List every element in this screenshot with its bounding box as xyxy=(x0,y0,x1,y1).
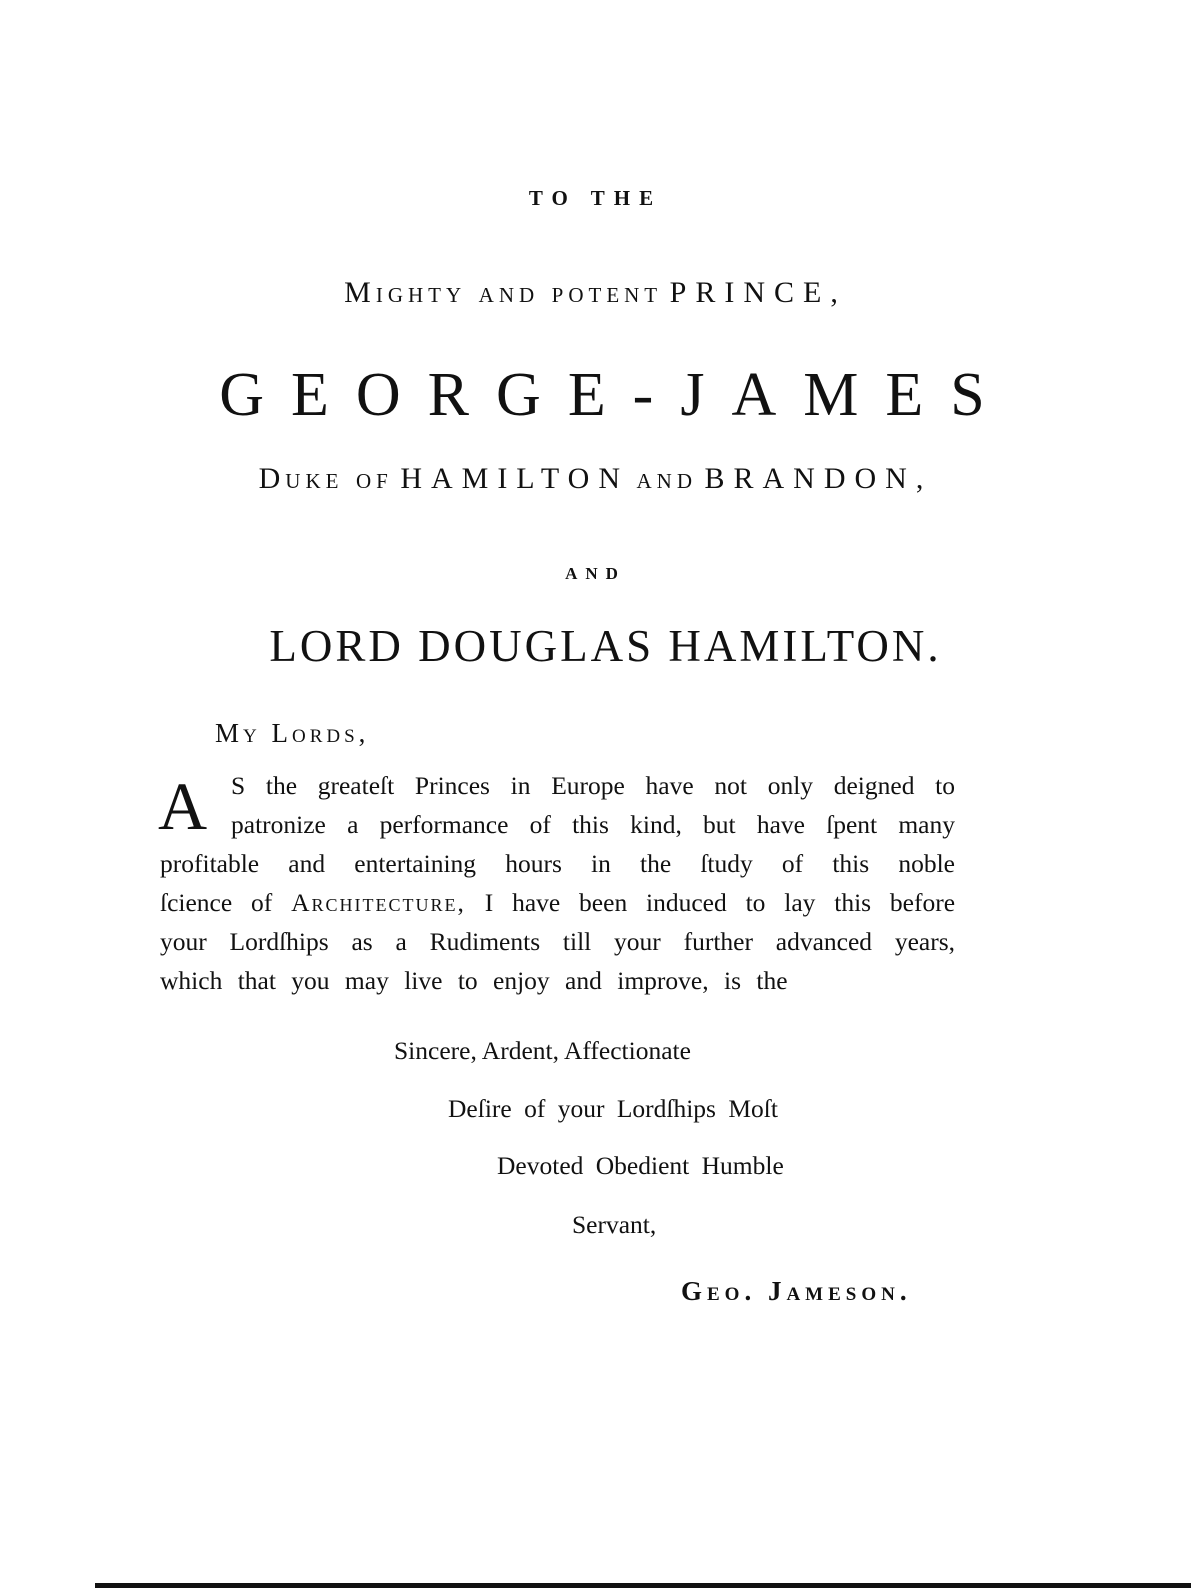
closing-line-3: Devoted Obedient Humble xyxy=(497,1151,784,1180)
duke-brandon: BRANDON, xyxy=(704,462,933,495)
letter-line-1: S the greateſt Princes in Europe have not only deigned to xyxy=(231,771,955,800)
salutation: My Lords, xyxy=(215,718,370,748)
letter-line-4 xyxy=(160,888,955,918)
duke-and: and xyxy=(636,462,697,495)
closing-line-4: Servant, xyxy=(572,1210,657,1239)
duke-prefix: Duke of xyxy=(258,462,393,495)
signature: Geo. Jameson. xyxy=(681,1276,912,1306)
prince-word: PRINCE, xyxy=(669,276,847,309)
bottom-rule xyxy=(95,1583,1191,1588)
letter-line-4-architecture: Architecture, xyxy=(291,888,466,917)
closing-line-1: Sincere, Ardent, Affectionate xyxy=(394,1036,691,1065)
duke-title-line xyxy=(0,462,1191,496)
letter-line-6: which that you may live to enjoy and improve, is the xyxy=(160,966,788,995)
letter-line-5: your Lordſhips as a Rudiments till your further advanced years, xyxy=(160,927,955,956)
letter-line-4-start: ſcience of xyxy=(160,888,273,917)
second-dedicatee: LORD DOUGLAS HAMILTON. xyxy=(269,621,942,671)
letter-line-3: profitable and entertaining hours in the ſtudy of this noble xyxy=(160,849,955,878)
letter-line-2: patronize a performance of this kind, but have ſpent many xyxy=(231,810,955,839)
dedicatee-name: GEORGE-JAMES xyxy=(219,361,1012,429)
drop-cap: A xyxy=(158,768,208,844)
dedication-to-the: TO THE xyxy=(528,186,663,210)
prince-prefix: Mighty and potent xyxy=(344,276,663,309)
letter-line-4-end: I have been induced to lay this before xyxy=(484,888,956,917)
duke-hamilton: HAMILTON xyxy=(400,462,629,495)
dedication-prince-line xyxy=(0,276,1191,310)
and-conjunction: AND xyxy=(565,564,626,583)
closing-line-2: Deſire of your Lordſhips Moſt xyxy=(448,1094,778,1123)
